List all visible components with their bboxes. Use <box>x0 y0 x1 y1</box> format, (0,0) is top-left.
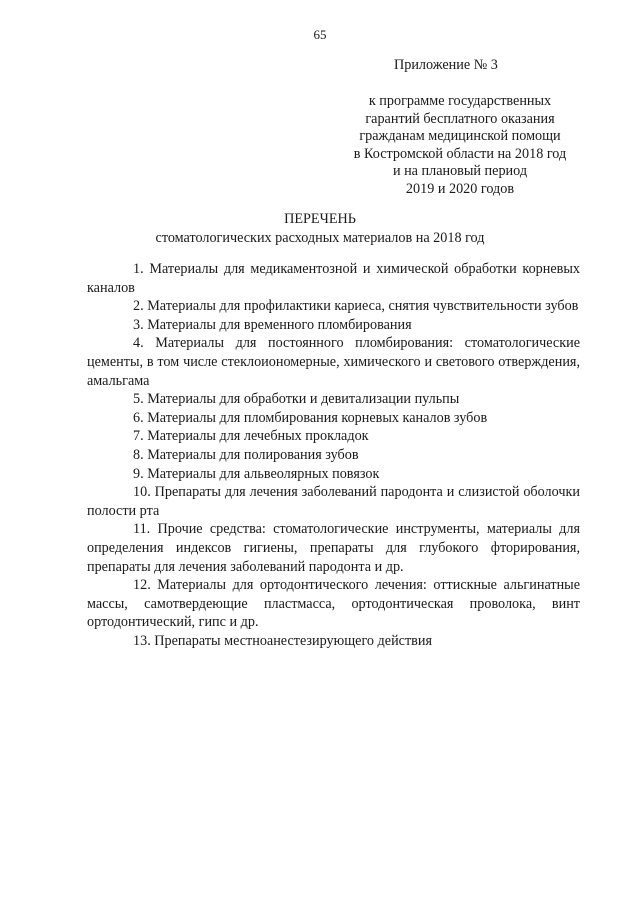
list-item: 2. Материалы для профилактики кариеса, снятия чувствительности зубов <box>133 298 579 315</box>
appendix-reference-line: к программе государственных <box>368 93 552 109</box>
appendix-title: Приложение № 3 <box>394 57 498 73</box>
list-item: 11. Прочие средства: стоматологические инструменты, материалы для определения индексов гигиены, препараты для глубокого фторирования, препараты для лечения заболеваний пародонта и др. <box>87 521 580 575</box>
list-item: 4. Материалы для постоянного пломбирования: стоматологические цементы, в том числе стеклоиономерные, химического и светового отверждения, амальгама <box>87 335 580 389</box>
list-item: 6. Материалы для пломбирования корневых каналов зубов <box>133 409 488 426</box>
document-heading <box>0 210 640 248</box>
list-item: 7. Материалы для лечебных прокладок <box>133 428 369 445</box>
appendix-reference-line: гражданам медицинской помощи <box>359 128 561 145</box>
document-subtitle: стоматологических расходных материалов на 2018 год <box>155 230 485 246</box>
list-item: 1. Материалы для медикаментозной и химической обработки корневых каналов <box>87 261 580 296</box>
appendix-reference-line: 2019 и 2020 годов <box>405 180 515 197</box>
document-title: ПЕРЕЧЕНЬ <box>284 211 356 227</box>
list-item: 12. Материалы для ортодонтического лечения: оттискные альгинатные массы, самотвердеющие пластмасса, ортодонтическая проволока, винт ортодонтический, гипс и др. <box>87 577 580 631</box>
appendix-reference-line: гарантий бесплатного оказания <box>365 110 555 127</box>
page-number: 65 <box>313 27 327 42</box>
list-item: 13. Препараты местноанестезирующего действия <box>133 632 432 649</box>
list-item: 8. Материалы для полирования зубов <box>133 446 359 463</box>
appendix-reference-line: и на плановый период <box>392 163 528 180</box>
list-item: 3. Материалы для временного пломбирования <box>133 316 412 333</box>
materials-list <box>87 260 580 650</box>
appendix-reference-line: в Костромской области на 2018 год <box>353 145 567 162</box>
list-item: 9. Материалы для альвеолярных повязок <box>133 465 380 482</box>
appendix-reference <box>330 93 590 199</box>
list-item: 5. Материалы для обработки и девитализации пульпы <box>133 391 460 408</box>
list-item: 10. Препараты для лечения заболеваний пародонта и слизистой оболочки полости рта <box>87 484 580 519</box>
